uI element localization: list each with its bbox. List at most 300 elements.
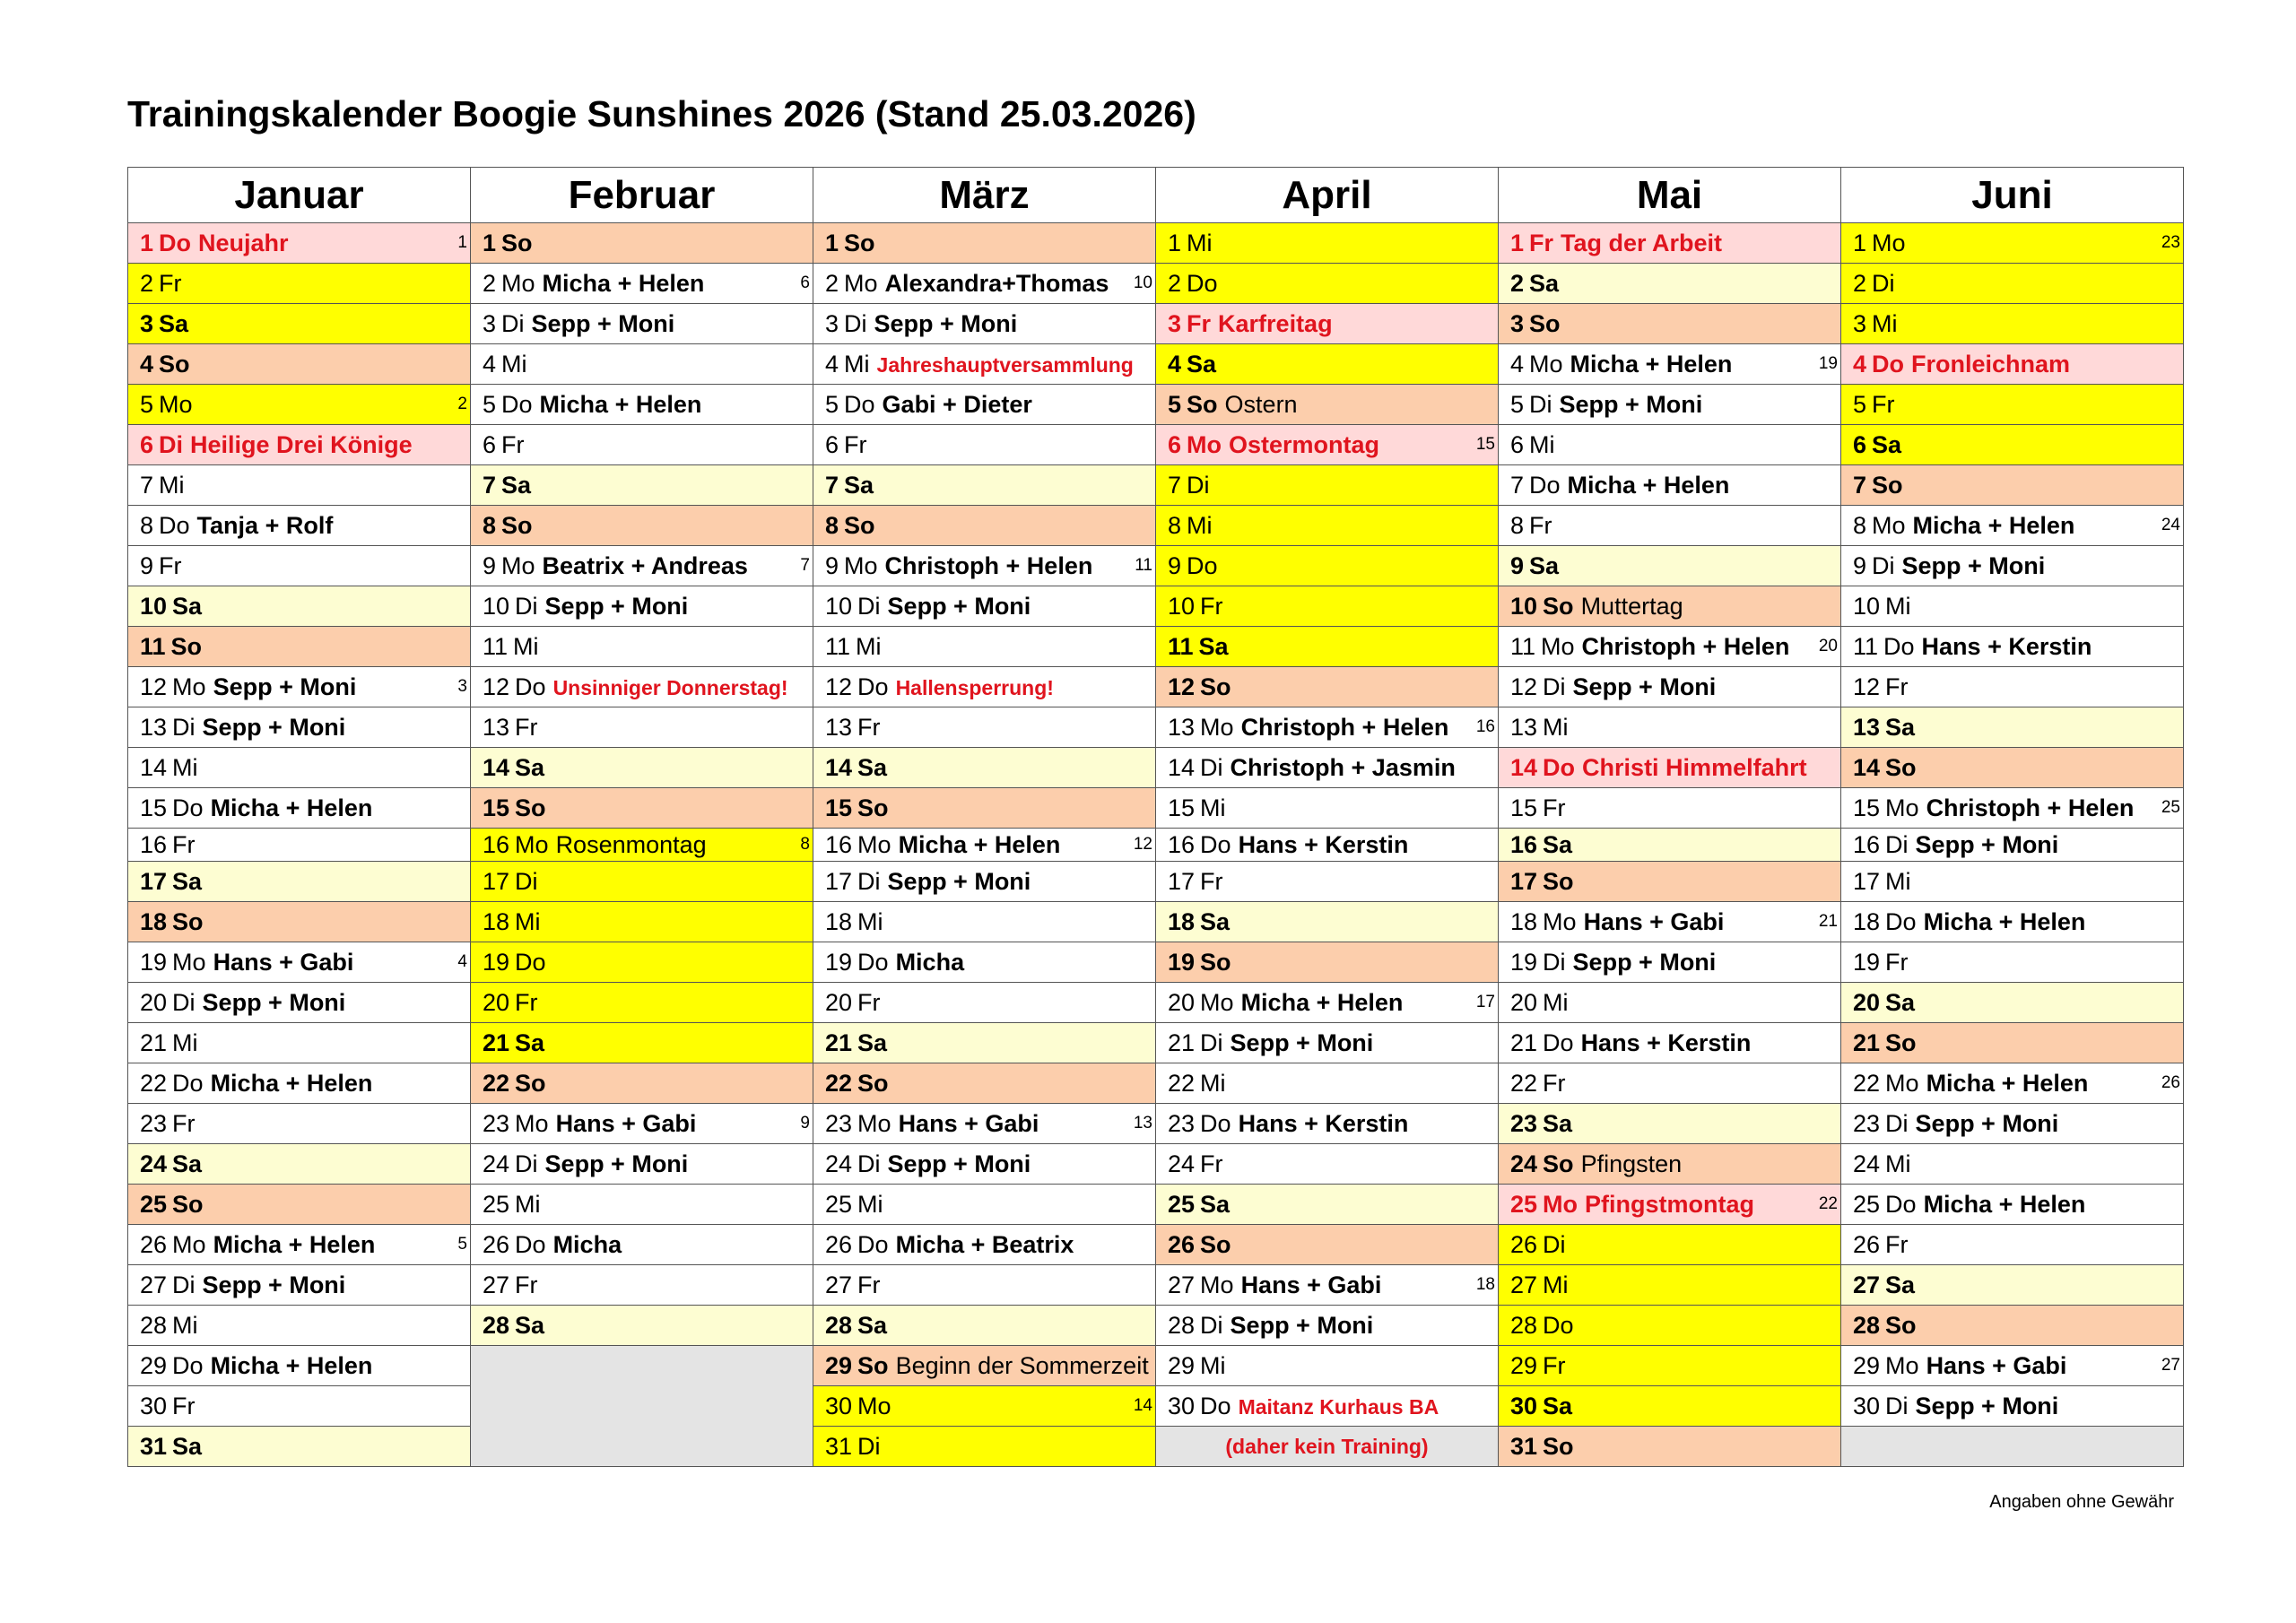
day-cell-april	[1156, 1225, 1499, 1265]
day-number: 29	[140, 1351, 168, 1379]
day-number: 19	[1853, 948, 1881, 976]
page-title: Trainingskalender Boogie Sunshines 2026 (Stand 25.03.2026)	[127, 93, 1196, 135]
day-cell-februar	[471, 1225, 813, 1265]
day-number: 15	[1853, 794, 1881, 821]
weekday: Do	[159, 511, 190, 539]
day-number: 27	[1168, 1271, 1196, 1298]
day-number: 18	[1168, 907, 1196, 935]
day-cell-januar	[128, 586, 471, 627]
weekday: Do	[1200, 1109, 1231, 1137]
day-cell-maerz	[813, 223, 1156, 264]
day-number: 1	[1853, 229, 1867, 256]
day-number: 30	[140, 1392, 168, 1419]
day-cell-mai	[1499, 586, 1841, 627]
day-cell-februar	[471, 264, 813, 304]
day-number: 16	[825, 830, 853, 858]
day-number: 6	[1510, 430, 1525, 458]
entry-text: Micha	[895, 948, 965, 976]
weekday: Sa	[1885, 1271, 1916, 1298]
day-number: 9	[1168, 551, 1182, 579]
day-cell-april	[1156, 506, 1499, 546]
day-cell-maerz	[813, 829, 1156, 862]
calendar-row	[128, 304, 2184, 344]
entry-text: Rosenmontag	[555, 830, 707, 858]
day-cell-januar	[128, 1185, 471, 1225]
weekday: Mi	[1885, 867, 1911, 895]
week-number: 10	[1133, 273, 1152, 292]
day-cell-januar	[128, 506, 471, 546]
calendar-row	[128, 1427, 2184, 1467]
entry-text: Fronleichnam	[1911, 350, 2071, 378]
weekday: Fr	[1543, 794, 1566, 821]
day-number: 30	[1853, 1392, 1881, 1419]
weekday: So	[1200, 948, 1231, 976]
weekday: Mi	[159, 471, 185, 499]
entry-text: Christoph + Helen	[884, 551, 1093, 579]
entry-text: (daher kein Training)	[1225, 1434, 1429, 1458]
day-number: 28	[825, 1311, 853, 1339]
day-cell-januar	[128, 344, 471, 385]
calendar-row	[128, 465, 2184, 506]
day-cell-maerz	[813, 1427, 1156, 1467]
day-cell-januar	[128, 465, 471, 506]
day-cell-januar	[128, 1144, 471, 1185]
weekday: Sa	[1885, 713, 1916, 741]
weekday: Di	[1872, 269, 1895, 297]
day-number: 17	[1853, 867, 1881, 895]
day-cell-januar	[128, 667, 471, 707]
weekday: Do	[857, 948, 889, 976]
weekday: Di	[1872, 551, 1895, 579]
weekday: Di	[172, 988, 196, 1016]
day-cell-januar	[128, 1346, 471, 1386]
week-number: 14	[1133, 1396, 1152, 1415]
weekday: Mi	[1885, 1150, 1911, 1177]
day-cell-mai	[1499, 1346, 1841, 1386]
weekday: Mo	[1543, 1190, 1578, 1218]
entry-text: Sepp + Moni	[202, 1271, 346, 1298]
entry-text: Beatrix + Andreas	[542, 551, 748, 579]
weekday: So	[1543, 1150, 1574, 1177]
weekday: Mi	[172, 753, 198, 781]
day-cell-mai	[1499, 1386, 1841, 1427]
day-cell-januar	[128, 1104, 471, 1144]
day-cell-juni	[1841, 707, 2184, 748]
calendar-table	[127, 167, 2184, 1467]
day-cell-juni	[1841, 1185, 2184, 1225]
day-number: 7	[1853, 471, 1867, 499]
day-cell-januar	[128, 546, 471, 586]
day-number: 18	[483, 907, 510, 935]
day-number: 28	[1510, 1311, 1538, 1339]
day-number: 23	[1510, 1109, 1538, 1137]
day-number: 1	[140, 229, 154, 256]
day-cell-maerz	[813, 1225, 1156, 1265]
day-number: 25	[483, 1190, 510, 1218]
entry-text: Sepp + Moni	[1915, 1392, 2059, 1419]
weekday: So	[857, 794, 889, 821]
entry-text: Beginn der Sommerzeit	[895, 1351, 1149, 1379]
entry-text: Hallensperrung!	[895, 675, 1054, 699]
day-number: 18	[1853, 907, 1881, 935]
day-number: 31	[825, 1432, 853, 1460]
weekday: Di	[857, 867, 881, 895]
day-number: 14	[140, 753, 168, 781]
month-header-maerz: März	[813, 168, 1156, 223]
day-number: 31	[1510, 1432, 1538, 1460]
calendar-row	[128, 829, 2184, 862]
entry-text: Christoph + Helen	[1240, 713, 1449, 741]
weekday: Sa	[844, 471, 874, 499]
weekday: Mi	[172, 1028, 198, 1056]
weekday: Mo	[501, 551, 535, 579]
weekday: So	[1200, 673, 1231, 700]
day-number: 19	[1510, 948, 1538, 976]
week-number: 6	[800, 273, 810, 292]
weekday: Do	[159, 229, 192, 256]
weekday: Do	[172, 1351, 204, 1379]
entry-text: Micha + Helen	[539, 390, 702, 418]
day-number: 25	[1168, 1190, 1196, 1218]
day-cell-februar	[471, 586, 813, 627]
day-number: 23	[1853, 1109, 1881, 1137]
day-cell-januar	[128, 862, 471, 902]
day-number: 25	[1853, 1190, 1881, 1218]
week-number: 13	[1133, 1114, 1152, 1133]
week-number: 16	[1475, 717, 1495, 736]
weekday: Sa	[501, 471, 532, 499]
weekday: Sa	[857, 753, 888, 781]
weekday: Do	[1885, 1190, 1917, 1218]
day-number: 22	[1853, 1069, 1881, 1097]
entry-text: Sepp + Moni	[1230, 1311, 1374, 1339]
month-header-april: April	[1156, 168, 1499, 223]
weekday: Di	[1885, 1109, 1909, 1137]
entry-text: Sepp + Moni	[531, 309, 675, 337]
weekday: Sa	[1543, 830, 1573, 858]
weekday: Sa	[1885, 988, 1916, 1016]
weekday: Sa	[1198, 632, 1229, 660]
weekday: Di	[159, 430, 184, 458]
entry-text: Micha + Helen	[210, 794, 373, 821]
entry-text: Micha + Helen	[210, 1069, 373, 1097]
day-number: 7	[1510, 471, 1525, 499]
day-cell-juni	[1841, 1346, 2184, 1386]
day-cell-februar	[471, 1023, 813, 1063]
entry-text: Micha + Helen	[1912, 511, 2075, 539]
entry-text: Christoph + Jasmin	[1230, 753, 1456, 781]
weekday: Sa	[515, 753, 545, 781]
day-number: 6	[1168, 430, 1182, 458]
weekday: Mo	[159, 390, 193, 418]
weekday: Do	[515, 1230, 546, 1258]
day-cell-maerz	[813, 862, 1156, 902]
day-cell-januar	[128, 788, 471, 829]
day-cell-maerz	[813, 902, 1156, 942]
day-number: 10	[1168, 592, 1196, 620]
weekday: Do	[1543, 753, 1576, 781]
calendar-row	[128, 748, 2184, 788]
weekday: Di	[172, 1271, 196, 1298]
weekday: Mi	[1187, 511, 1213, 539]
day-cell-januar	[128, 1306, 471, 1346]
day-cell-februar	[471, 1144, 813, 1185]
day-number: 8	[825, 511, 839, 539]
day-number: 25	[140, 1190, 168, 1218]
weekday: So	[515, 1069, 546, 1097]
day-cell-januar	[128, 425, 471, 465]
day-cell-april	[1156, 546, 1499, 586]
day-number: 22	[483, 1069, 510, 1097]
day-cell-januar	[128, 1225, 471, 1265]
day-number: 28	[1853, 1311, 1881, 1339]
weekday: Di	[857, 1432, 881, 1460]
calendar-row	[128, 264, 2184, 304]
entry-text: Christoph + Helen	[1926, 794, 2135, 821]
day-number: 12	[140, 673, 168, 700]
entry-text: Heilige Drei Könige	[190, 430, 413, 458]
day-number: 15	[1510, 794, 1538, 821]
week-number: 27	[2161, 1356, 2180, 1375]
day-cell-januar	[128, 264, 471, 304]
weekday: Mo	[172, 673, 206, 700]
day-cell-mai	[1499, 344, 1841, 385]
day-number: 6	[483, 430, 497, 458]
weekday: Mi	[1543, 1271, 1569, 1298]
day-cell-april	[1156, 1185, 1499, 1225]
day-number: 11	[1853, 632, 1879, 660]
weekday: Di	[1885, 1392, 1909, 1419]
weekday: Fr	[1200, 592, 1223, 620]
entry-text: Hans + Gabi	[213, 948, 354, 976]
day-cell-februar	[471, 506, 813, 546]
day-cell-februar	[471, 546, 813, 586]
day-number: 10	[140, 592, 168, 620]
entry-text: Micha + Helen	[213, 1230, 376, 1258]
weekday: Sa	[515, 1028, 545, 1056]
entry-text: Tag der Arbeit	[1561, 229, 1723, 256]
weekday: Sa	[159, 309, 189, 337]
weekday: So	[1885, 753, 1917, 781]
day-cell-juni	[1841, 546, 2184, 586]
calendar-row	[128, 425, 2184, 465]
calendar-row	[128, 586, 2184, 627]
day-cell-juni	[1841, 829, 2184, 862]
entry-text: Hans + Gabi	[555, 1109, 697, 1137]
entry-text: Sepp + Moni	[1572, 673, 1717, 700]
weekday: Do	[1200, 1392, 1231, 1419]
day-cell-februar	[471, 1265, 813, 1306]
day-number: 20	[1510, 988, 1538, 1016]
weekday: Fr	[1187, 309, 1212, 337]
weekday: Mi	[1529, 430, 1555, 458]
weekday: So	[1543, 867, 1574, 895]
day-number: 6	[140, 430, 154, 458]
weekday: Fr	[159, 551, 182, 579]
weekday: Di	[1200, 1028, 1223, 1056]
day-number: 29	[1853, 1351, 1881, 1379]
entry-text: Sepp + Moni	[887, 1150, 1031, 1177]
day-cell-juni	[1841, 465, 2184, 506]
day-cell-juni	[1841, 748, 2184, 788]
weekday: Mo	[1885, 794, 1919, 821]
week-number: 18	[1475, 1275, 1495, 1294]
entry-text: Micha + Helen	[1240, 988, 1404, 1016]
day-cell-april	[1156, 1306, 1499, 1346]
entry-text: Sepp + Moni	[887, 592, 1031, 620]
day-number: 24	[483, 1150, 510, 1177]
day-number: 15	[1168, 794, 1196, 821]
day-number: 1	[825, 229, 839, 256]
day-number: 22	[1510, 1069, 1538, 1097]
entry-text: Sepp + Moni	[1901, 551, 2046, 579]
day-number: 12	[1168, 673, 1196, 700]
day-number: 24	[825, 1150, 853, 1177]
calendar-row	[128, 667, 2184, 707]
weekday: Fr	[515, 713, 538, 741]
calendar-row	[128, 862, 2184, 902]
week-number: 15	[1475, 435, 1495, 454]
day-cell-juni	[1841, 862, 2184, 902]
week-number: 3	[457, 677, 467, 696]
day-cell-april	[1156, 902, 1499, 942]
weekday: Mo	[1872, 511, 1906, 539]
day-number: 17	[825, 867, 853, 895]
day-number: 22	[825, 1069, 853, 1097]
day-cell-juni	[1841, 788, 2184, 829]
weekday: So	[1872, 471, 1903, 499]
calendar-row	[128, 1265, 2184, 1306]
day-number: 2	[1853, 269, 1867, 297]
day-number: 11	[483, 632, 509, 660]
day-cell-mai	[1499, 1144, 1841, 1185]
weekday: So	[172, 907, 204, 935]
weekday: Mo	[1541, 632, 1575, 660]
calendar-row	[128, 627, 2184, 667]
day-cell-april	[1156, 627, 1499, 667]
weekday: Sa	[172, 592, 203, 620]
week-number: 5	[457, 1235, 467, 1254]
week-number: 8	[800, 835, 810, 854]
calendar-row	[128, 1063, 2184, 1104]
day-number: 20	[825, 988, 853, 1016]
day-cell-juni	[1841, 627, 2184, 667]
weekday: Sa	[1543, 1392, 1573, 1419]
day-cell-februar	[471, 425, 813, 465]
day-number: 16	[1853, 830, 1881, 858]
day-cell-februar	[471, 385, 813, 425]
day-number: 8	[1510, 511, 1525, 539]
calendar-row	[128, 1386, 2184, 1427]
weekday: Di	[501, 309, 525, 337]
weekday: Do	[172, 794, 204, 821]
weekday: Fr	[857, 713, 881, 741]
week-number: 25	[2161, 798, 2180, 817]
day-number: 10	[825, 592, 853, 620]
day-cell-januar	[128, 304, 471, 344]
weekday: Do	[844, 390, 875, 418]
entry-text: Hans + Kerstin	[1238, 1109, 1409, 1137]
day-number: 9	[825, 551, 839, 579]
day-cell-februar	[471, 829, 813, 862]
day-cell-juni	[1841, 1265, 2184, 1306]
day-cell-mai	[1499, 1063, 1841, 1104]
weekday: So	[1529, 309, 1561, 337]
day-cell-februar	[471, 983, 813, 1023]
day-number: 25	[825, 1190, 853, 1218]
calendar-row	[128, 902, 2184, 942]
weekday: Mo	[1872, 229, 1906, 256]
weekday: Do	[857, 673, 889, 700]
weekday: Sa	[1529, 269, 1560, 297]
day-cell-maerz	[813, 788, 1156, 829]
entry-text: Sepp + Moni	[544, 592, 689, 620]
day-number: 18	[1510, 907, 1538, 935]
day-cell-juni	[1841, 942, 2184, 983]
day-number: 17	[1168, 867, 1196, 895]
day-number: 27	[825, 1271, 853, 1298]
entry-text: Sepp + Moni	[874, 309, 1018, 337]
day-cell-april	[1156, 1104, 1499, 1144]
weekday: Mo	[844, 551, 878, 579]
weekday: So	[515, 794, 546, 821]
day-cell-maerz	[813, 983, 1156, 1023]
weekday: Mi	[844, 350, 870, 378]
day-number: 3	[825, 309, 839, 337]
day-number: 12	[1853, 673, 1881, 700]
entry-text: Sepp + Moni	[544, 1150, 689, 1177]
day-cell-januar	[128, 942, 471, 983]
week-number: 20	[1818, 637, 1838, 655]
day-number: 29	[1510, 1351, 1538, 1379]
day-number: 16	[1510, 830, 1538, 858]
weekday: Fr	[1529, 511, 1552, 539]
day-cell-maerz	[813, 707, 1156, 748]
weekday: Di	[1200, 753, 1223, 781]
day-cell-januar	[128, 1023, 471, 1063]
day-number: 5	[825, 390, 839, 418]
weekday: Mo	[1529, 350, 1563, 378]
calendar-row	[128, 1144, 2184, 1185]
weekday: Fr	[159, 269, 182, 297]
day-number: 13	[825, 713, 853, 741]
day-number: 3	[1168, 309, 1182, 337]
weekday: Fr	[1529, 229, 1554, 256]
day-cell-april	[1156, 1063, 1499, 1104]
calendar-row	[128, 546, 2184, 586]
day-number: 17	[483, 867, 510, 895]
weekday: Do	[1543, 1028, 1574, 1056]
day-cell-mai	[1499, 627, 1841, 667]
weekday: Do	[1200, 830, 1231, 858]
day-number: 21	[140, 1028, 168, 1056]
day-number: 30	[825, 1392, 853, 1419]
entry-text: Sepp + Moni	[202, 988, 346, 1016]
entry-text: Hans + Gabi	[1583, 907, 1725, 935]
weekday: Di	[1885, 830, 1909, 858]
entry-text: Gabi + Dieter	[882, 390, 1032, 418]
day-cell-juni	[1841, 983, 2184, 1023]
day-number: 6	[825, 430, 839, 458]
weekday: Mo	[515, 1109, 549, 1137]
day-cell-april	[1156, 707, 1499, 748]
day-cell-maerz	[813, 546, 1156, 586]
day-cell-februar	[471, 667, 813, 707]
day-cell-mai	[1499, 465, 1841, 506]
month-header-februar: Februar	[471, 168, 813, 223]
day-number: 27	[1853, 1271, 1881, 1298]
day-number: 28	[140, 1311, 168, 1339]
